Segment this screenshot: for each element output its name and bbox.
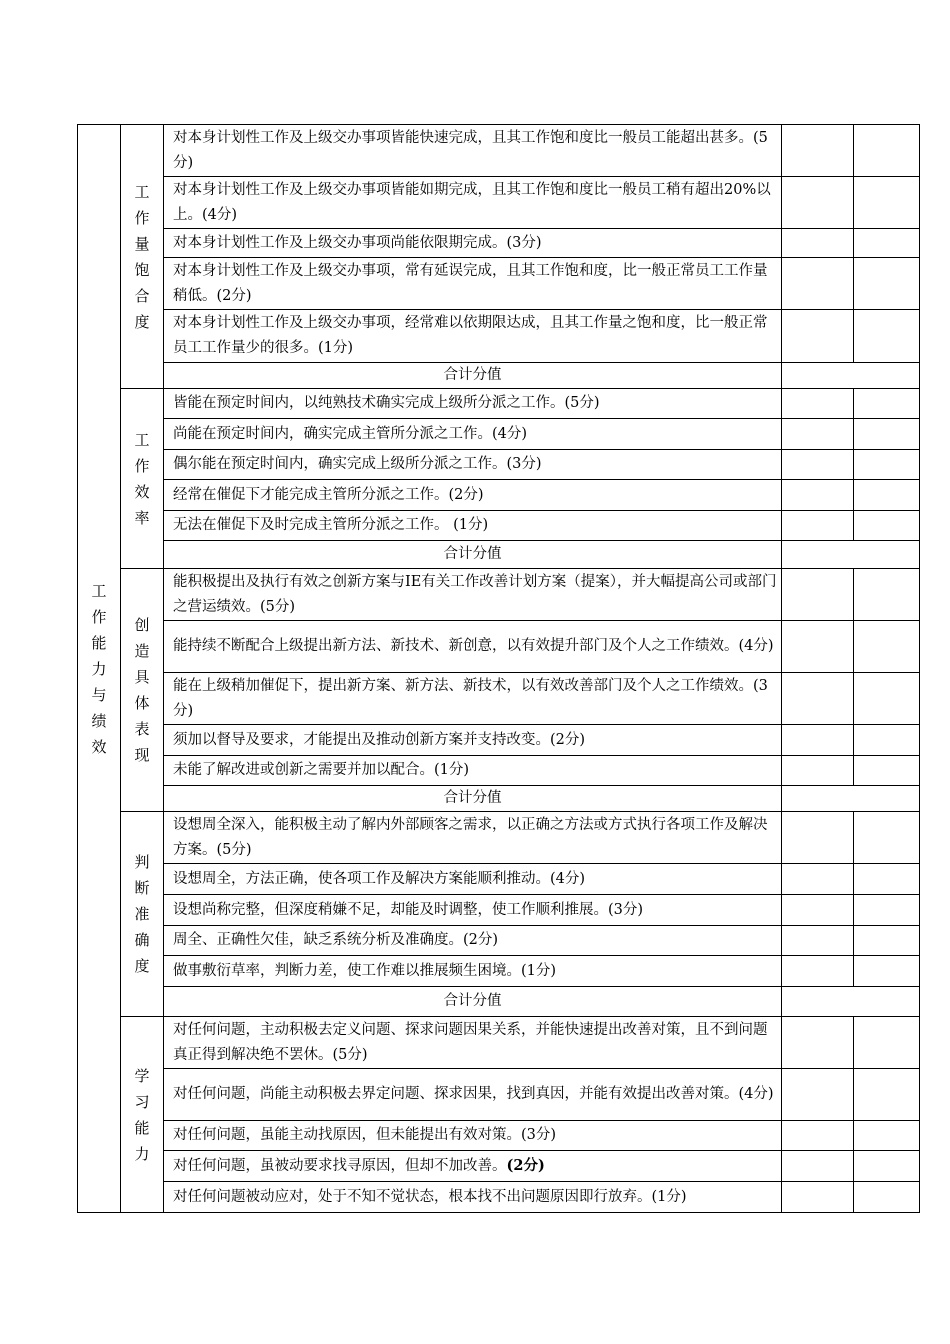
criterion-item: 周全、正确性欠佳，缺乏系统分析及准确度。(2分) [164, 926, 782, 956]
score-cell[interactable] [854, 569, 920, 621]
criterion-item: 对本身计划性工作及上级交办事项皆能快速完成，且其工作饱和度比一般员工能超出甚多。(5分) [164, 125, 782, 177]
score-cell[interactable] [854, 1069, 920, 1121]
section-label-learning: 学习能力 [121, 1017, 164, 1213]
criterion-item: 能在上级稍加催促下，提出新方案、新方法、新技术，以有效改善部门及个人之工作绩效。(3分) [164, 673, 782, 725]
score-cell[interactable] [782, 1069, 854, 1121]
score-cell[interactable] [854, 864, 920, 895]
criterion-item: 皆能在预定时间内，以纯熟技术确实完成上级所分派之工作。(5分) [164, 389, 782, 419]
criterion-item: 设想周全，方法正确，使各项工作及解决方案能顺利推动。(4分) [164, 864, 782, 895]
score-cell[interactable] [782, 864, 854, 895]
total-value-cell[interactable] [782, 987, 920, 1017]
score-cell[interactable] [854, 229, 920, 258]
score-cell[interactable] [782, 229, 854, 258]
criterion-item [164, 1151, 782, 1182]
score-cell[interactable] [782, 1017, 854, 1069]
score-cell[interactable] [854, 1017, 920, 1069]
score-cell[interactable] [782, 1151, 854, 1182]
score-cell[interactable] [854, 125, 920, 177]
score-cell[interactable] [782, 511, 854, 541]
evaluation-table [77, 124, 920, 1213]
score-cell[interactable] [854, 673, 920, 725]
score-cell[interactable] [782, 1182, 854, 1213]
total-label: 合计分值 [164, 541, 782, 569]
score-cell[interactable] [782, 569, 854, 621]
score-cell[interactable] [854, 621, 920, 673]
criterion-item-score: (2分) [506, 1157, 545, 1174]
section-label-judgment: 判断准确度 [121, 812, 164, 1017]
score-cell[interactable] [854, 926, 920, 956]
criterion-item: 须加以督导及要求，才能提出及推动创新方案并支持改变。(2分) [164, 725, 782, 756]
score-cell[interactable] [854, 956, 920, 987]
score-cell[interactable] [782, 419, 854, 450]
score-cell[interactable] [854, 177, 920, 229]
criterion-item: 对本身计划性工作及上级交办事项，经常难以依期限达成，且其工作量之饱和度，比一般正常员工工作量少的很多。(1分) [164, 310, 782, 363]
criterion-item: 做事敷衍草率，判断力差，使工作难以推展频生困境。(1分) [164, 956, 782, 987]
score-cell[interactable] [782, 1121, 854, 1151]
score-cell[interactable] [782, 812, 854, 864]
score-cell[interactable] [782, 177, 854, 229]
total-value-cell[interactable] [782, 541, 920, 569]
criterion-item: 对本身计划性工作及上级交办事项尚能依限期完成。(3分) [164, 229, 782, 258]
score-cell[interactable] [854, 895, 920, 926]
criterion-item: 设想周全深入，能积极主动了解内外部顾客之需求，以正确之方法或方式执行各项工作及解决方案。(5分) [164, 812, 782, 864]
score-cell[interactable] [782, 621, 854, 673]
criterion-item: 经常在催促下才能完成主管所分派之工作。(2分) [164, 480, 782, 511]
score-cell[interactable] [854, 1182, 920, 1213]
score-cell[interactable] [854, 1121, 920, 1151]
score-cell[interactable] [782, 756, 854, 786]
criterion-item: 对本身计划性工作及上级交办事项，常有延误完成，且其工作饱和度，比一般正常员工工作量稍低。(2分) [164, 258, 782, 310]
score-cell[interactable] [854, 812, 920, 864]
criterion-item: 对任何问题被动应对，处于不知不觉状态，根本找不出问题原因即行放弃。(1分) [164, 1182, 782, 1213]
criterion-item-text: 对任何问题，虽被动要求找寻原因，但却不加改善。 [173, 1158, 507, 1174]
score-cell[interactable] [854, 511, 920, 541]
section-label-creativity: 创造具体表现 [121, 569, 164, 812]
total-label: 合计分值 [164, 987, 782, 1017]
criterion-item: 对本身计划性工作及上级交办事项皆能如期完成，且其工作饱和度比一般员工稍有超出20%以上。(4分) [164, 177, 782, 229]
score-cell[interactable] [854, 258, 920, 310]
score-cell[interactable] [782, 673, 854, 725]
total-value-cell[interactable] [782, 363, 920, 389]
main-category-cell [78, 125, 121, 1213]
score-cell[interactable] [782, 926, 854, 956]
score-cell[interactable] [854, 756, 920, 786]
total-label: 合计分值 [164, 786, 782, 812]
score-cell[interactable] [782, 125, 854, 177]
score-cell[interactable] [854, 450, 920, 480]
total-value-cell[interactable] [782, 786, 920, 812]
total-label: 合计分值 [164, 363, 782, 389]
criterion-item: 未能了解改进或创新之需要并加以配合。(1分) [164, 756, 782, 786]
section-label-efficiency: 工作效率 [121, 389, 164, 569]
main-category-label: 工作能力与绩效 [91, 581, 107, 756]
criterion-item: 无法在催促下及时完成主管所分派之工作。 (1分) [164, 511, 782, 541]
score-cell[interactable] [782, 310, 854, 363]
score-cell[interactable] [782, 956, 854, 987]
criterion-item: 对任何问题，主动积极去定义问题、探求问题因果关系，并能快速提出改善对策，且不到问题真正得到解决绝不罢休。(5分) [164, 1017, 782, 1069]
score-cell[interactable] [854, 725, 920, 756]
score-cell[interactable] [782, 480, 854, 511]
score-cell[interactable] [782, 258, 854, 310]
score-cell[interactable] [854, 1151, 920, 1182]
score-cell[interactable] [782, 450, 854, 480]
score-cell[interactable] [782, 895, 854, 926]
criterion-item: 设想尚称完整，但深度稍嫌不足，却能及时调整，使工作顺利推展。(3分) [164, 895, 782, 926]
criterion-item: 偶尔能在预定时间内，确实完成上级所分派之工作。(3分) [164, 450, 782, 480]
score-cell[interactable] [854, 419, 920, 450]
score-cell[interactable] [782, 725, 854, 756]
score-cell[interactable] [854, 480, 920, 511]
criterion-item: 对任何问题，虽能主动找原因，但未能提出有效对策。(3分) [164, 1121, 782, 1151]
criterion-item: 能积极提出及执行有效之创新方案与IE有关工作改善计划方案（提案），并大幅提高公司或部门之营运绩效。(5分) [164, 569, 782, 621]
score-cell[interactable] [854, 310, 920, 363]
section-label-workload: 工作量饱合度 [121, 125, 164, 389]
criterion-item: 对任何问题，尚能主动积极去界定问题、探求因果，找到真因，并能有效提出改善对策。(4分) [164, 1069, 782, 1121]
score-cell[interactable] [854, 389, 920, 419]
score-cell[interactable] [782, 389, 854, 419]
criterion-item: 尚能在预定时间内，确实完成主管所分派之工作。(4分) [164, 419, 782, 450]
criterion-item: 能持续不断配合上级提出新方法、新技术、新创意，以有效提升部门及个人之工作绩效。(4分) [164, 621, 782, 673]
